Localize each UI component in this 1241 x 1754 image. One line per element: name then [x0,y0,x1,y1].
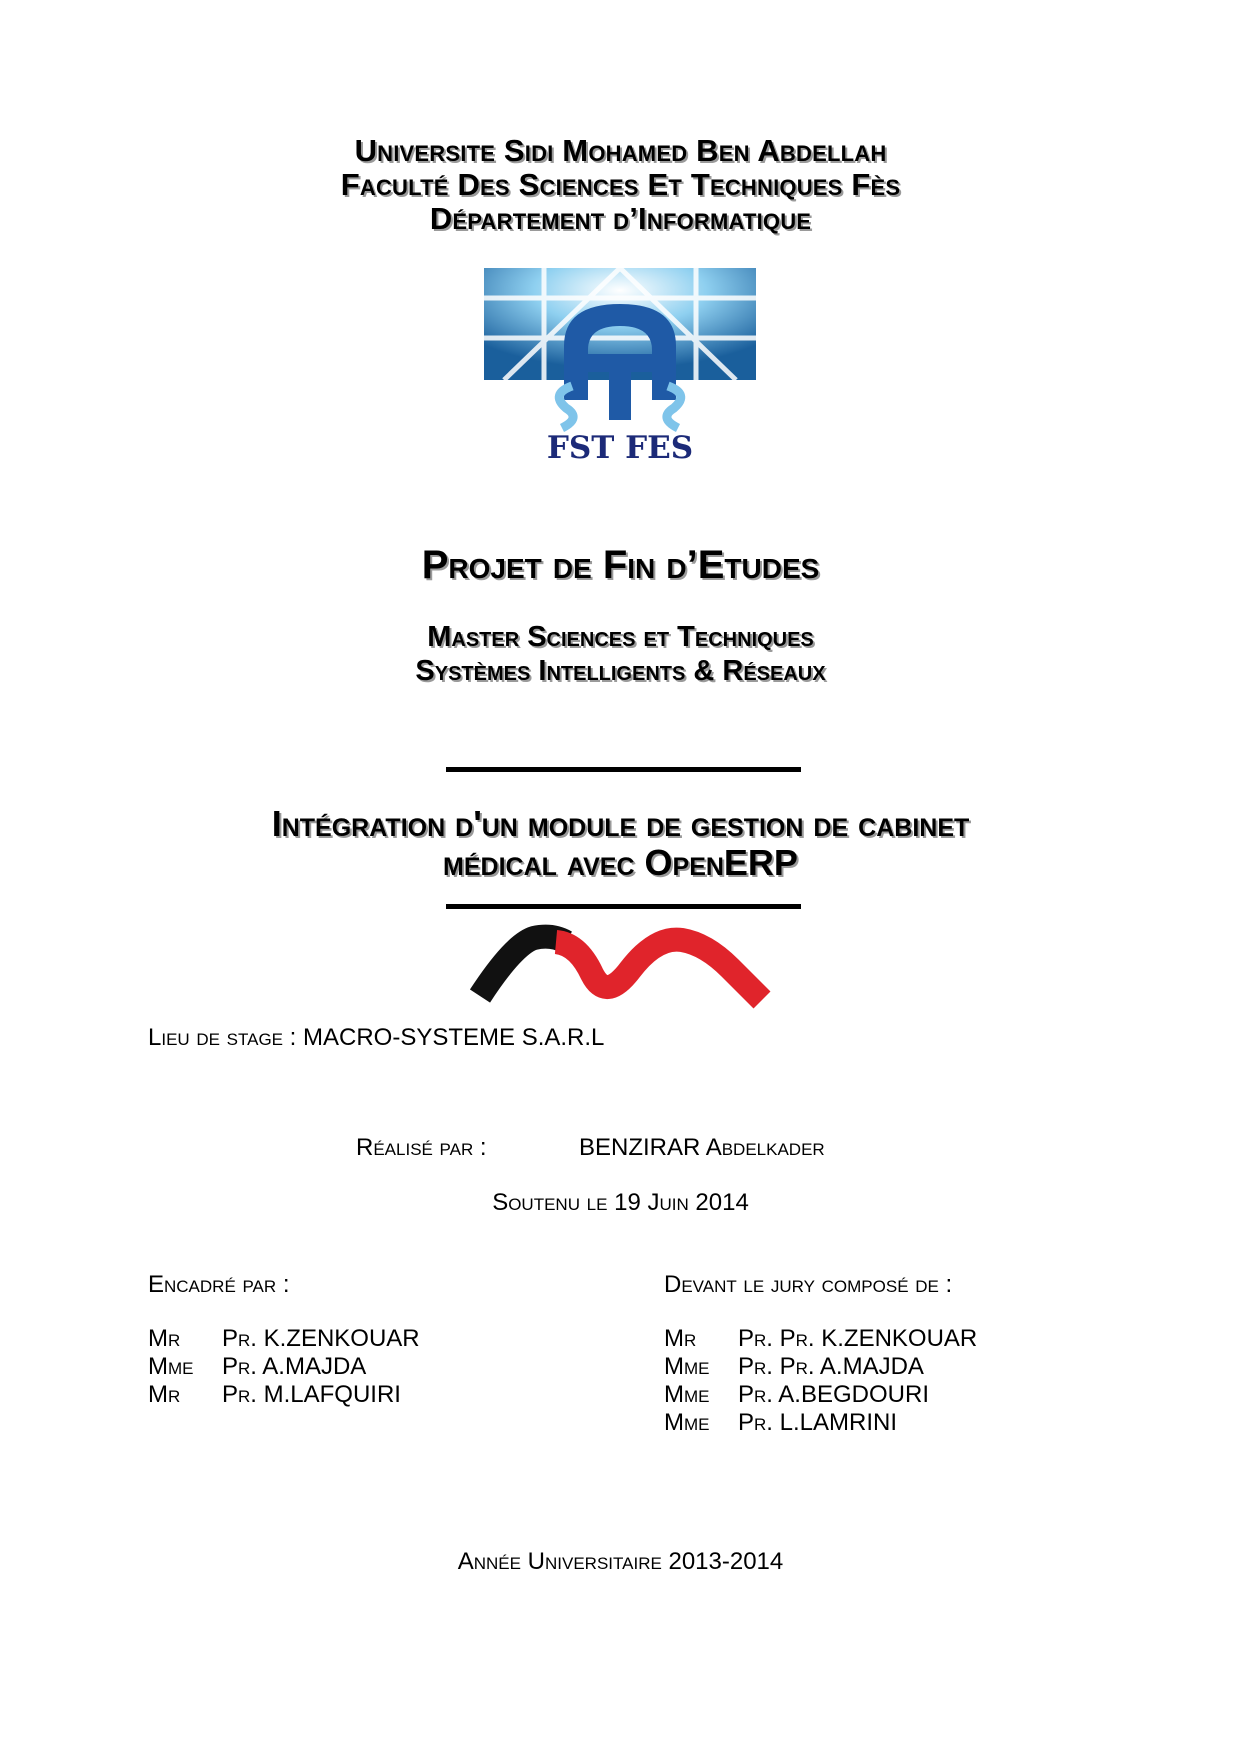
jury-name: Pr. A.BEGDOURI [738,1381,929,1408]
jury-title: Mme [664,1409,710,1436]
jury-list [664,1325,977,1437]
university-name: Universite Sidi Mohamed Ben Abdellah [354,133,887,168]
supervisor-title: Mme [148,1353,194,1380]
jury-item [664,1381,977,1409]
program-line-2: Systèmes Intelligents & Réseaux [415,655,826,687]
bottom-divider [446,904,801,909]
document-type: Projet de Fin d’Etudes [421,543,820,587]
jury-title: Mr [664,1325,697,1352]
fst-fes-logo [484,268,756,468]
supervisors-list [148,1325,420,1409]
jury-title: Mme [664,1381,710,1408]
logo-text: FST FES [546,430,694,466]
program-line-1: Master Sciences et Techniques [427,621,814,653]
jury-item [664,1353,977,1381]
internship-label: Lieu de stage : [148,1024,297,1051]
supervisor-item [148,1381,420,1409]
jury-name: Pr. Pr. A.MAJDA [738,1353,924,1380]
jury-item [664,1325,977,1353]
author-label: Réalisé par : [356,1134,487,1161]
jury-heading: Devant le jury composé de : [664,1271,953,1298]
supervisor-name: Pr. M.LAFQUIRI [222,1381,401,1408]
department-name: Département d’Informatique [429,201,812,236]
supervisor-title: Mr [148,1381,181,1408]
supervisor-item [148,1325,420,1353]
company-logo [470,924,774,1010]
internship-line [148,1024,604,1052]
defense-date: Soutenu le 19 Juin 2014 [492,1189,749,1216]
supervisor-name: Pr. K.ZENKOUAR [222,1325,420,1352]
author-name: BENZIRAR Abdelkader [579,1134,825,1161]
jury-item [664,1409,977,1437]
jury-name: Pr. Pr. K.ZENKOUAR [738,1325,978,1352]
macro-systeme-logo-icon [470,924,774,1010]
faculty-name: Faculté Des Sciences Et Techniques Fès [340,167,901,202]
supervisor-item [148,1353,420,1381]
topic-line-2: médical avec OpenERP [443,842,798,883]
supervisors-heading: Encadré par : [148,1271,290,1298]
academic-year: Année Universitaire 2013-2014 [457,1548,784,1575]
jury-title: Mme [664,1353,710,1380]
internship-company: MACRO-SYSTEME S.A.R.L [303,1024,605,1051]
topic-line-1: Intégration d'un module de gestion de cabinet [271,803,970,844]
top-divider [446,767,801,772]
jury-name: Pr. L.LAMRINI [738,1409,897,1436]
supervisor-title: Mr [148,1325,181,1352]
supervisor-name: Pr. A.MAJDA [222,1353,367,1380]
